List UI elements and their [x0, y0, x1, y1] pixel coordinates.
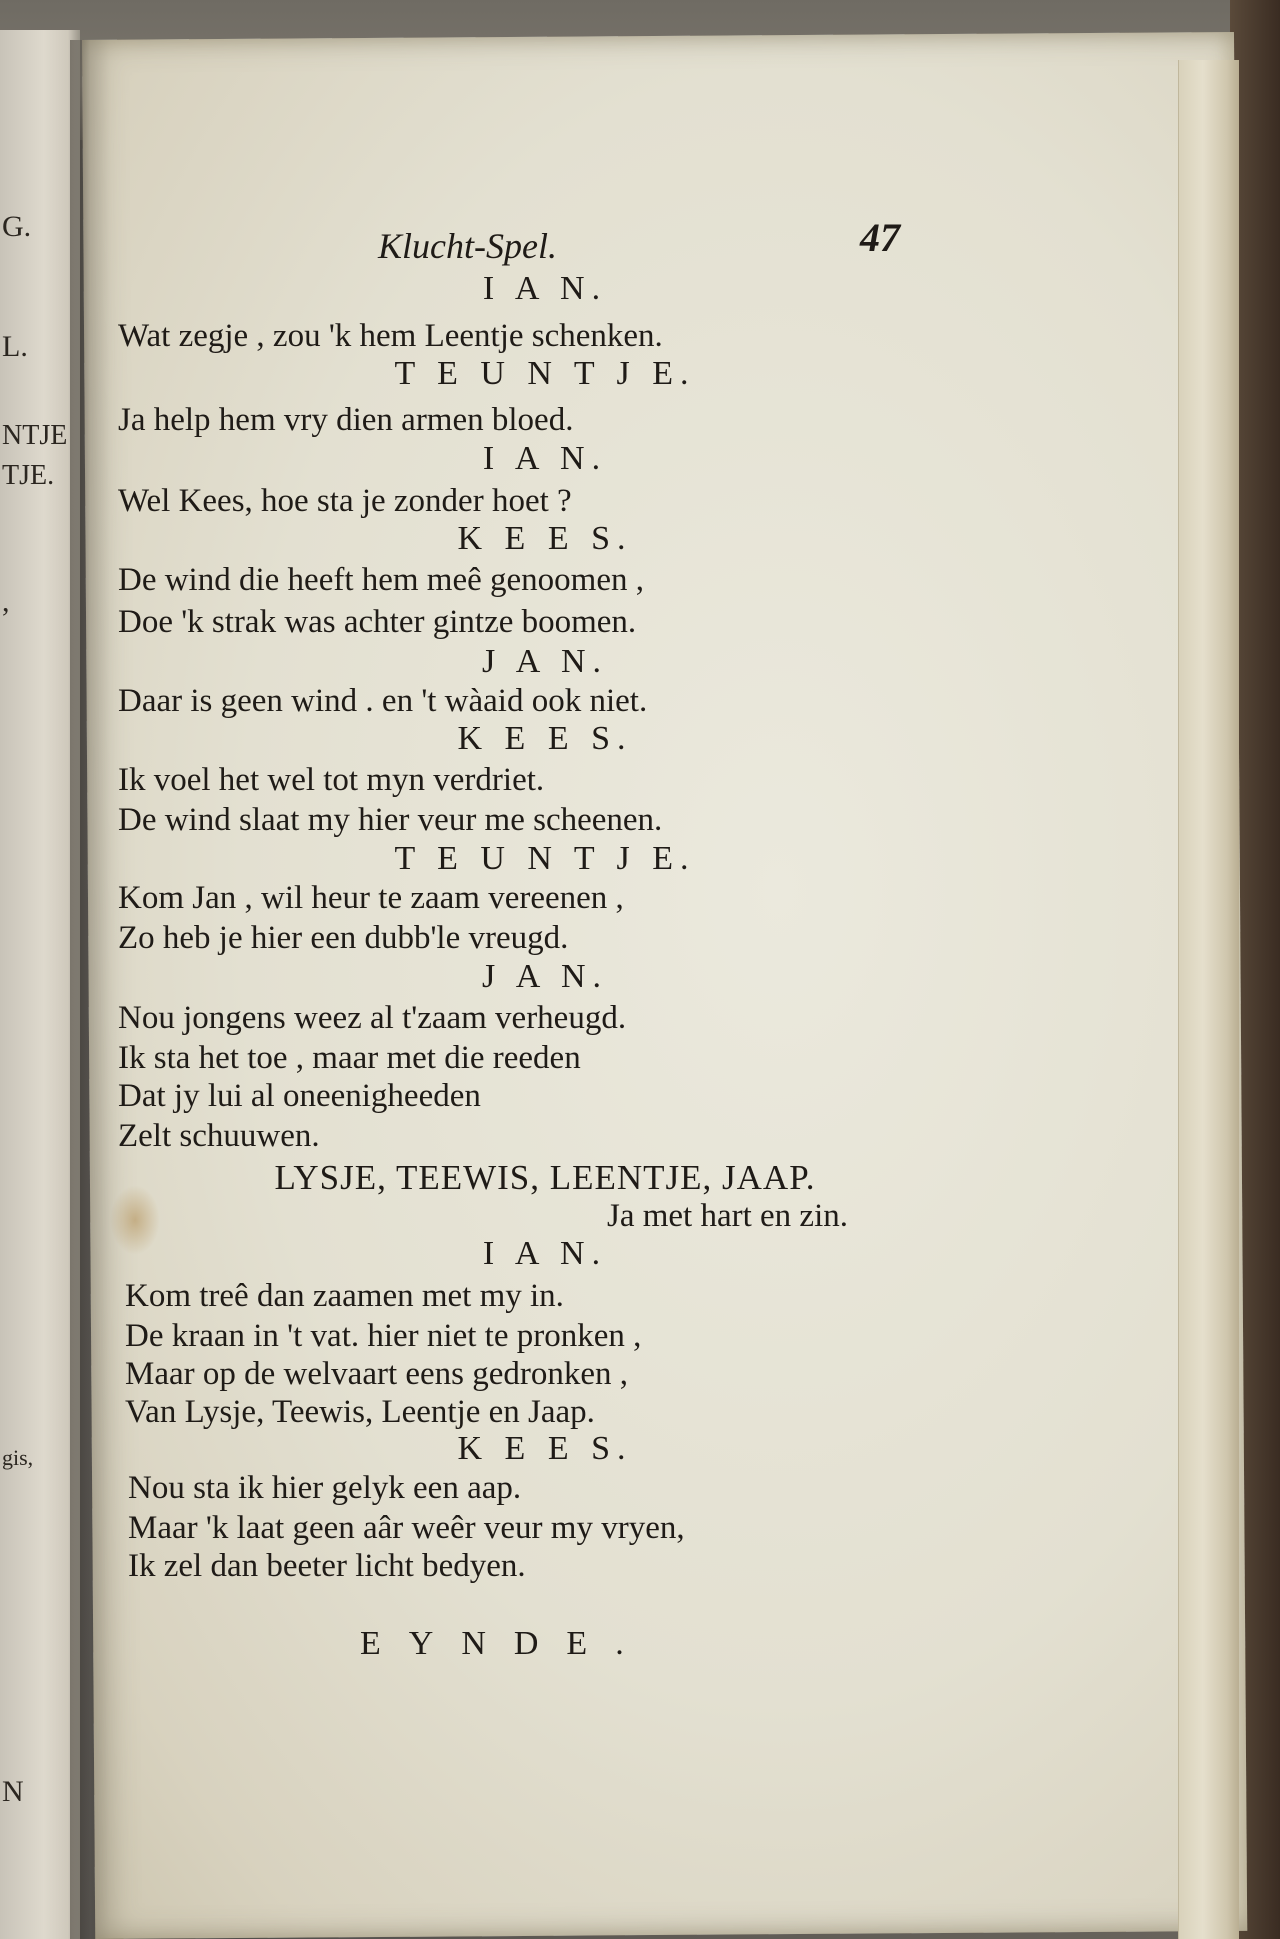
facing-page-fragment: G.	[2, 210, 32, 243]
speaker-heading: I A N.	[482, 270, 608, 307]
verse-line: Ik zel dan beeter licht bedyen.	[128, 1548, 526, 1584]
speaker-heading: J A N.	[481, 958, 609, 995]
verse-line: Maar 'k laat geen aâr weêr veur my vryen,	[128, 1510, 685, 1546]
end-mark: EYNDE.	[360, 1625, 652, 1662]
speaker-heading: T E U N T J E.	[394, 840, 696, 877]
verse-line: Maar op de welvaart eens gedronken ,	[125, 1356, 629, 1392]
verse-line: Kom Jan , wil heur te zaam vereenen ,	[118, 880, 624, 916]
facing-page-fragment: N	[2, 1775, 24, 1808]
speaker-heading: LYSJE, TEEWIS, LEENTJE, JAAP.	[274, 1158, 816, 1197]
speaker-heading: J A N.	[481, 643, 609, 680]
facing-page-fragment: ,	[2, 585, 10, 618]
running-title: Klucht-Spel.	[378, 226, 557, 266]
verse-line: Kom treê dan zaamen met my in.	[125, 1278, 564, 1314]
verse-line: De wind slaat my hier veur me scheenen.	[118, 802, 663, 838]
gutter-shadow	[70, 40, 110, 1939]
verse-line: Ja help hem vry dien armen bloed.	[118, 402, 574, 438]
verse-line: Zelt schuuwen.	[118, 1118, 320, 1154]
verse-line: Wel Kees, hoe sta je zonder hoet ?	[118, 483, 572, 519]
speaker-heading: K E E S.	[457, 1430, 633, 1467]
verse-line: Nou sta ik hier gelyk een aap.	[128, 1470, 522, 1506]
verse-line: Van Lysje, Teewis, Leentje en Jaap.	[125, 1394, 595, 1430]
facing-page-fragment: NTJE	[2, 420, 68, 451]
verse-line: Ik sta het toe , maar met die reeden	[118, 1040, 581, 1076]
verse-line: De kraan in 't vat. hier niet te pronken ,	[125, 1318, 642, 1354]
speaker-heading: K E E S.	[457, 720, 633, 757]
speaker-heading: K E E S.	[457, 520, 633, 557]
verse-line: Dat jy lui al oneenigheeden	[118, 1078, 481, 1114]
verse-line: De wind die heeft hem meê genoomen ,	[118, 562, 644, 598]
facing-page-fragment: TJE.	[2, 460, 55, 491]
verse-line: Wat zegje , zou 'k hem Leentje schenken.	[118, 318, 663, 354]
facing-page-fragment: gis,	[2, 1445, 34, 1470]
verse-line: Doe 'k strak was achter gintze boomen.	[118, 604, 637, 640]
speaker-heading: I A N.	[482, 440, 608, 477]
verse-line: Daar is geen wind . en 't wàaid ook niet.	[118, 683, 648, 719]
verse-line: Zo heb je hier een dubb'le vreugd.	[118, 920, 569, 956]
verse-line: Ja met hart en zin.	[607, 1198, 848, 1234]
facing-page-fragment: L.	[2, 330, 28, 363]
speaker-heading: I A N.	[482, 1235, 608, 1272]
page-edge	[1178, 60, 1239, 1939]
verse-line: Nou jongens weez al t'zaam verheugd.	[118, 1000, 627, 1036]
verse-line: Ik voel het wel tot myn verdriet.	[118, 762, 545, 798]
facing-page	[0, 30, 80, 1939]
page-number: 47	[860, 215, 900, 260]
speaker-heading: T E U N T J E.	[394, 355, 696, 392]
